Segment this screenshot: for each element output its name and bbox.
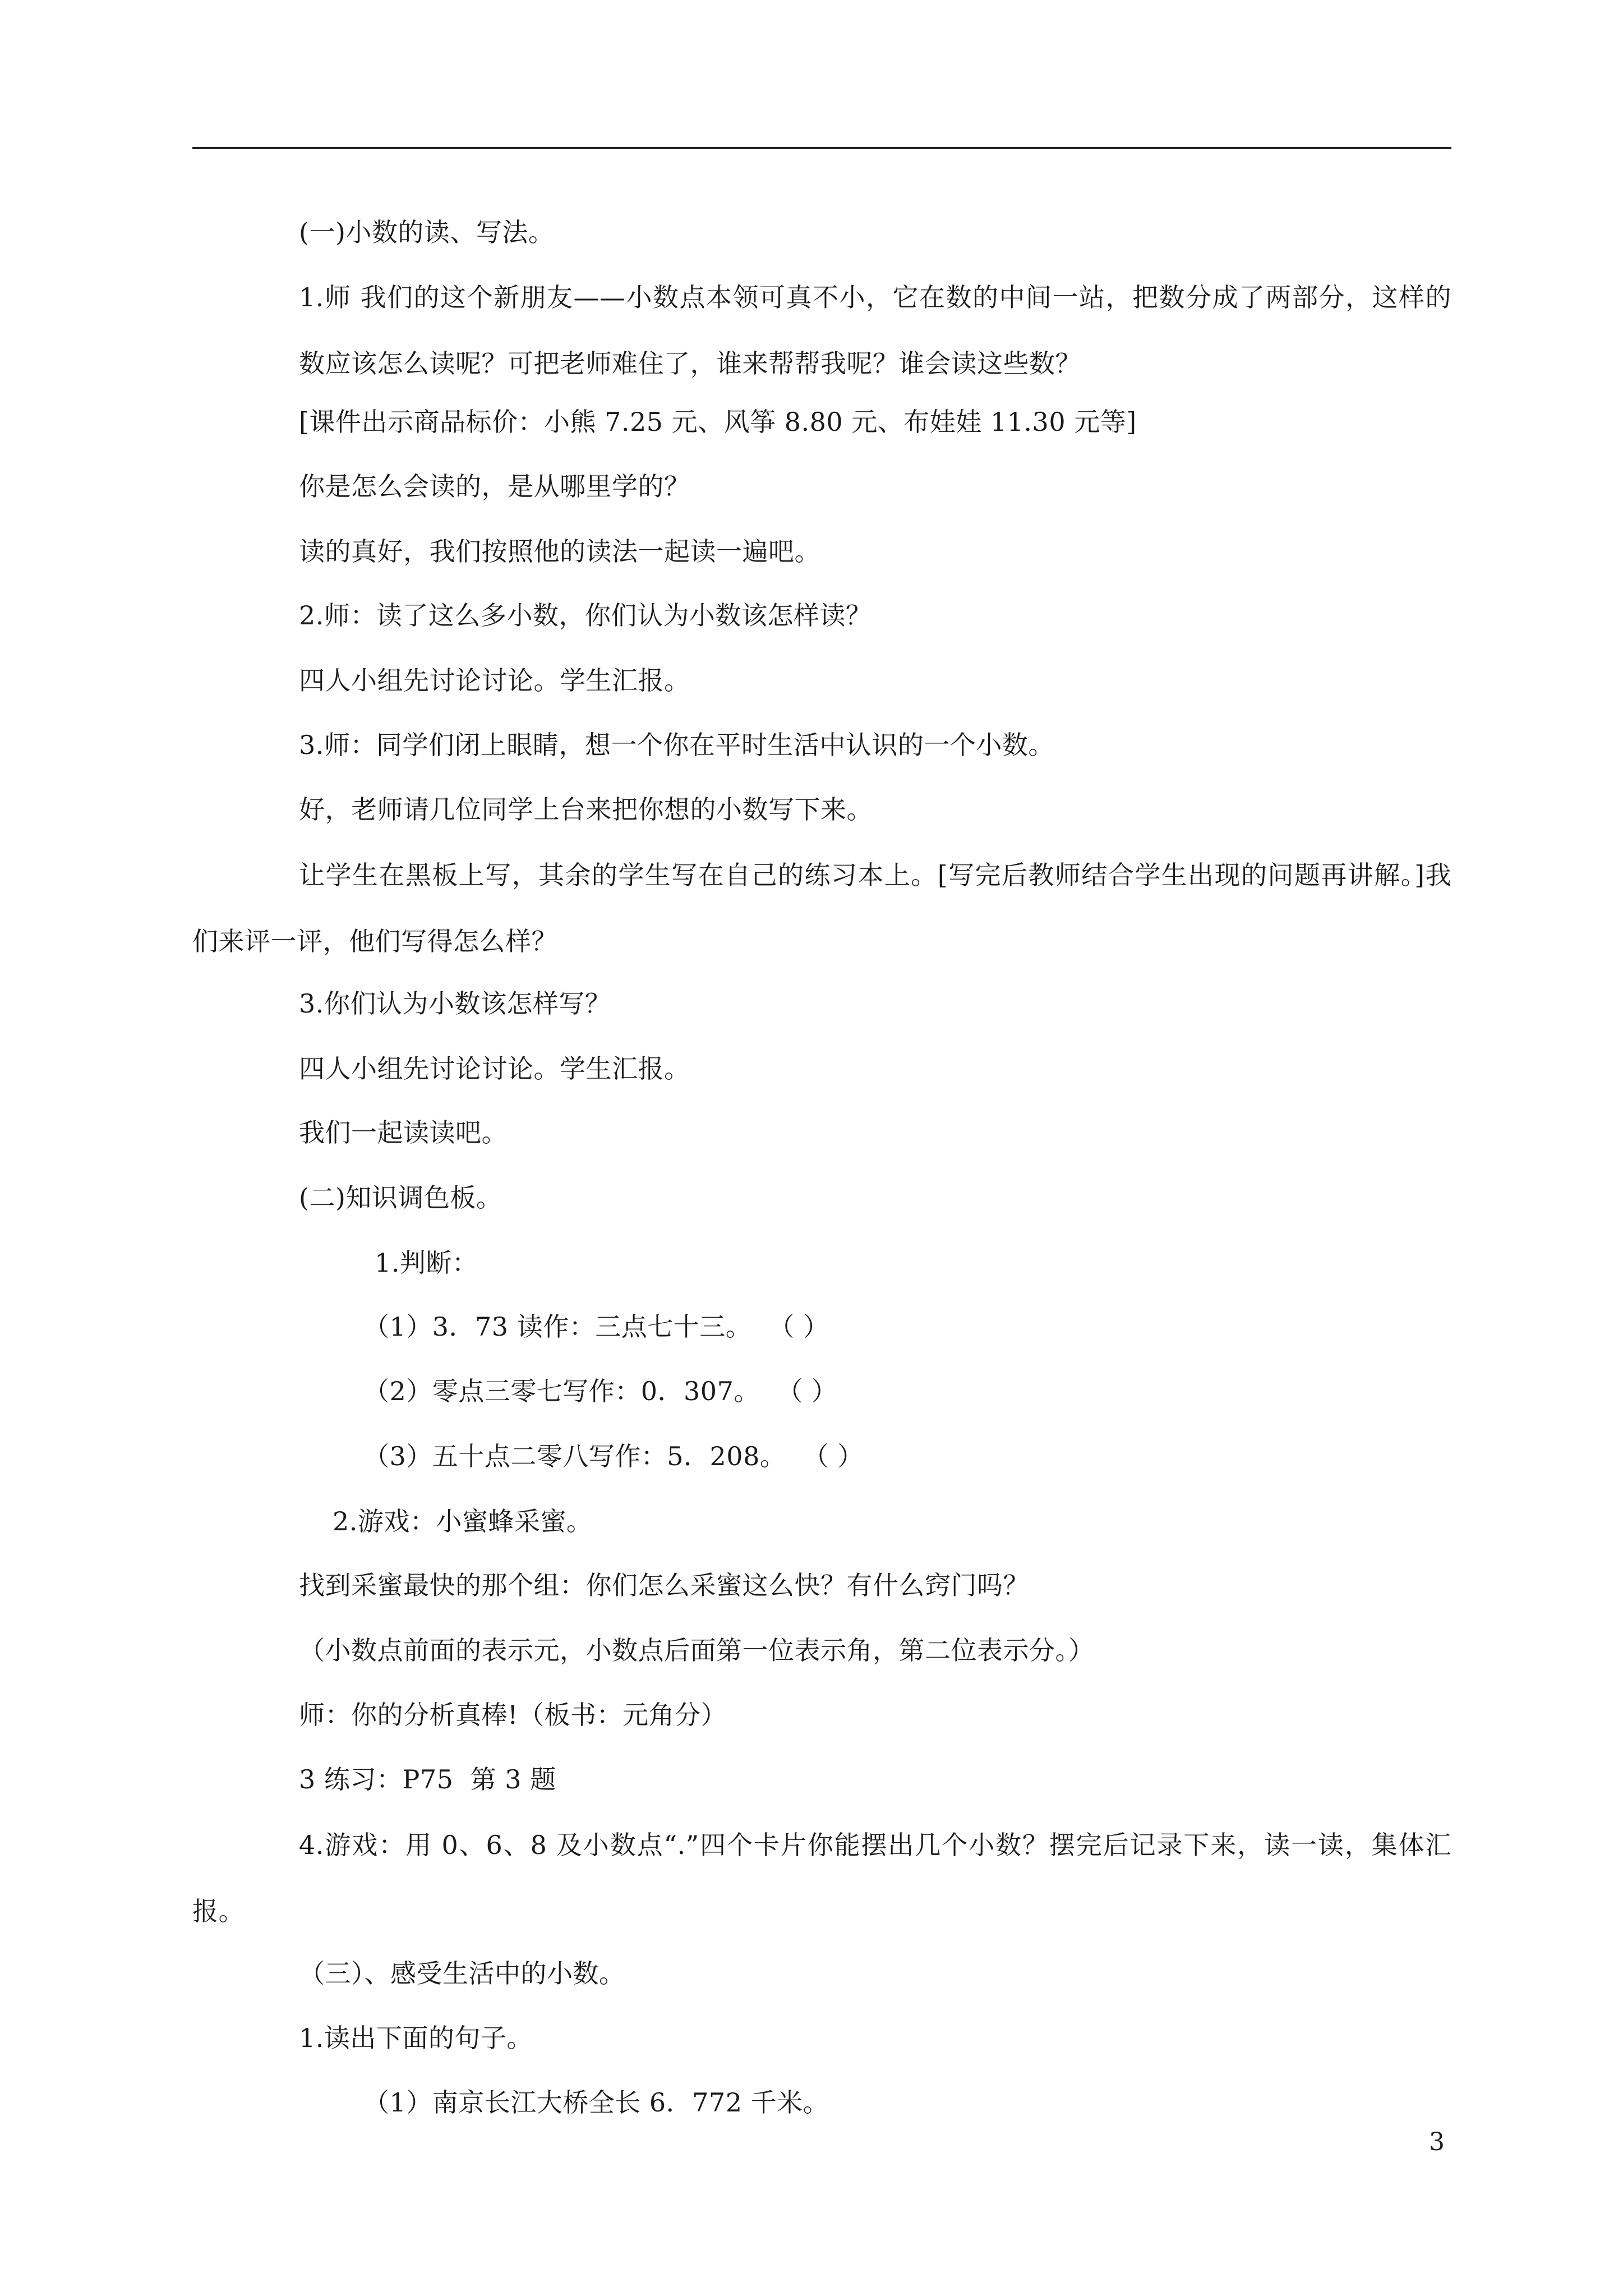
paragraph: 3.师：同学们闭上眼睛，想一个你在平时生活中认识的一个小数。 — [299, 730, 1054, 760]
page-number: 3 — [1429, 2128, 1445, 2156]
paragraph: 读的真好，我们按照他的读法一起读一遍吧。 — [299, 536, 820, 567]
paragraph: 师：你的分析真棒!（板书：元角分） — [299, 1700, 727, 1730]
section-heading: (一)小数的读、写法。 — [299, 217, 555, 247]
paragraph: 我们一起读读吧。 — [299, 1117, 508, 1148]
paragraph: 好，老师请几位同学上台来把你想的小数写下来。 — [299, 794, 873, 825]
list-item: 1.读出下面的句子。 — [299, 2023, 533, 2053]
paragraph: 4.游戏：用 0、6、8 及小数点“.”四个卡片你能摆出几个小数？摆完后记录下来，读一读，集体汇报。 — [192, 1830, 1451, 1926]
paragraph: 2.师：读了这么多小数，你们认为小数该怎样读？ — [299, 600, 872, 631]
paragraph: 3 练习：P75 第 3 题 — [299, 1764, 556, 1795]
paragraph: 你是怎么会读的，是从哪里学的？ — [299, 471, 690, 501]
section-heading: (二)知识调色板。 — [299, 1182, 502, 1213]
paragraph: 让学生在黑板上写，其余的学生写在自己的练习本上。[写完后教师结合学生出现的问题再讲解。]我们来评一评，他们写得怎么样？ — [192, 860, 1451, 956]
list-item: （3）五十点二零八写作：5．208。 （ ） — [363, 1441, 864, 1471]
paragraph: 3.你们认为小数该怎样写？ — [299, 988, 611, 1019]
list-item: （2）零点三零七写作：0．307。 （ ） — [363, 1376, 838, 1406]
list-item: 1.判断： — [375, 1248, 478, 1278]
list-item: 2.游戏：小蜜蜂采蜜。 — [333, 1506, 593, 1536]
list-item: （1）南京长江大桥全长 6．772 千米。 — [363, 2087, 829, 2118]
paragraph: 四人小组先讨论讨论。学生汇报。 — [299, 665, 690, 696]
paragraph: 找到采蜜最快的那个组：你们怎么采蜜这么快？有什么窍门吗？ — [299, 1570, 1029, 1600]
paragraph: 1.师 我们的这个新朋友——小数点本领可真不小，它在数的中间一站，把数分成了两部分，这样的数应该怎么读呢？可把老师难住了，谁来帮帮我呢？谁会读这些数？ — [299, 282, 1451, 379]
paragraph: 四人小组先讨论讨论。学生汇报。 — [299, 1053, 690, 1084]
paragraph: （小数点前面的表示元，小数点后面第一位表示角，第二位表示分。） — [299, 1635, 1095, 1665]
header-rule — [192, 147, 1451, 149]
list-item: （1）3．73 读作：三点七十三。 （ ） — [363, 1312, 829, 1342]
paragraph: [课件出示商品标价：小熊 7.25 元、风筝 8.80 元、布娃娃 11.30 元等] — [299, 407, 1137, 437]
section-heading: （三）、感受生活中的小数。 — [299, 1958, 625, 1989]
